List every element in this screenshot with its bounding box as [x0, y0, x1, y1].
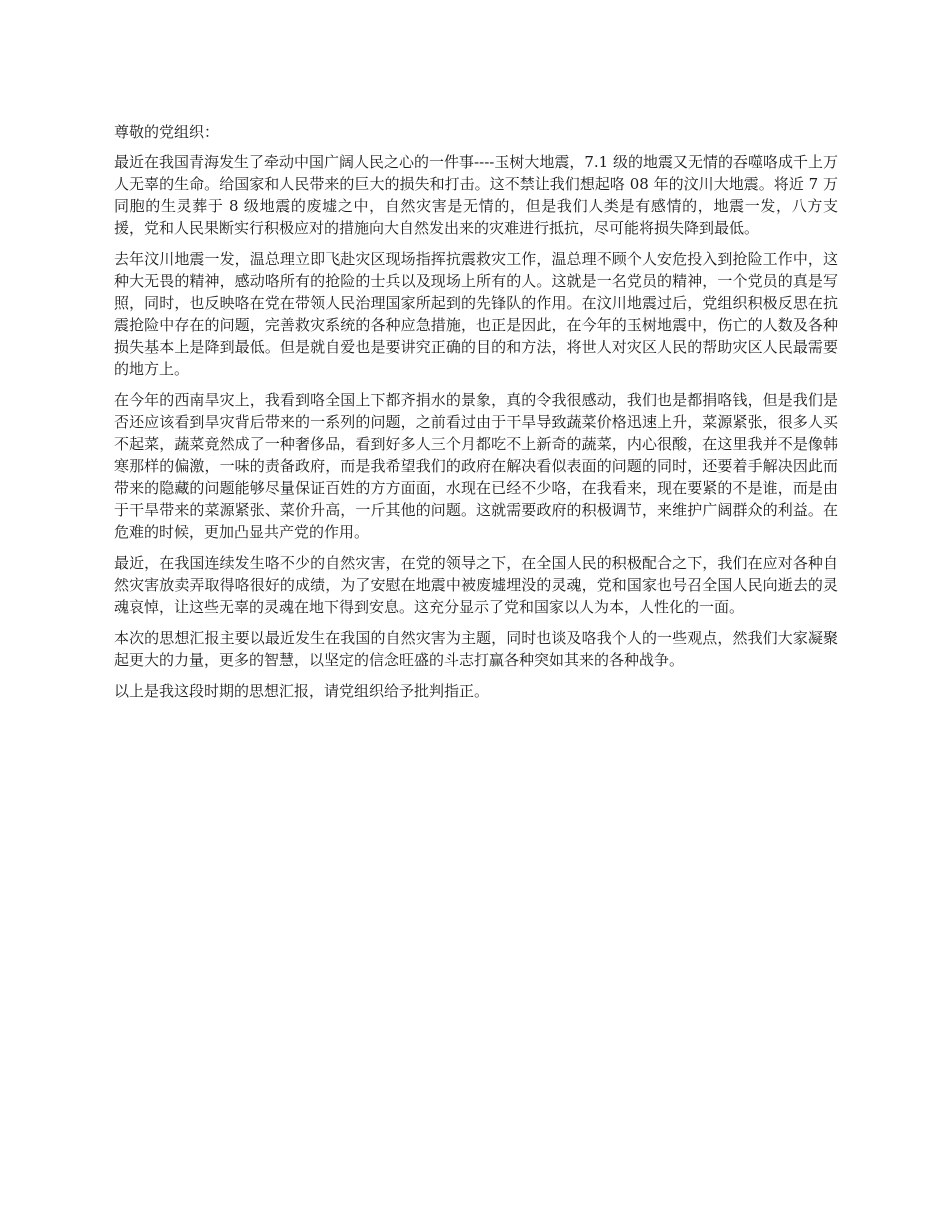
paragraph-wenchuan-response: 去年汶川地震一发，温总理立即飞赴灾区现场指挥抗震救灾工作，温总理不顾个人安危投入到抢险工作中，这种大无畏的精神，感动咯所有的抢险的士兵以及现场上所有的人。这就是一名党员的精神，一个党员的真是写照，同时，也反映咯在党在带领人民治理国家所起到的先锋队的作用。在汶川地震过后，党组织积极反思在抗震抢险中存在的问题，完善救灾系统的各种应急措施，也正是因此，在今年的玉树地震中，伤亡的人数及各种损失基本上是降到最低。但是就自爱也是要讲究正确的目的和方法，将世人对灾区人民的帮助灾区人民最需要的地方上。: [114, 250, 838, 378]
paragraph-report-summary: 本次的思想汇报主要以最近发生在我国的自然灾害为主题，同时也谈及咯我个人的一些观点，然我们大家凝聚起更大的力量，更多的智慧，以坚定的信念旺盛的斗志打赢各种突如其来的各种战争。: [114, 629, 838, 669]
paragraph-yushu-earthquake: 最近在我国青海发生了牵动中国广阔人民之心的一件事----玉树大地震，7.1 级的地震又无情的吞噬咯成千上万人无辜的生命。给国家和人民带来的巨大的损失和打击。这不禁让我们想起咯 08 年的汶川大地震。将近 7 万同胞的生灵葬于 8 级地震的废墟之中，自然灾害是无情的，但是我们人类是有感情的，地震一发，八方支援，党和人民果断实行积极应对的措施向大自然发出来的灾难进行抵抗，尽可能将损失降到最低。: [114, 153, 838, 237]
document-body: [114, 121, 838, 711]
greeting: 尊敬的党组织：: [114, 123, 220, 141]
paragraph-southwest-drought: 在今年的西南旱灾上，我看到咯全国上下都齐捐水的景象，真的令我很感动，我们也是都捐咯钱，但是我们是否还应该看到旱灾背后带来的一系列的问题，之前看过由于干旱导致蔬菜价格迅速上升，菜源紧张，很多人买不起菜，蔬菜竟然成了一种奢侈品，看到好多人三个月都吃不上新奇的蔬菜，内心很酸，在这里我并不是像韩寒那样的偏激，一味的责备政府，而是我希望我们的政府在解决看似表面的问题的同时，还要着手解决因此而带来的隐藏的问题能够尽量保证百姓的方方面面，水现在已经不少咯，在我看来，现在要紧的不是谁，而是由于干旱带来的菜源紧张、菜价升高，一斤其他的问题。这就需要政府的积极调节，来维护广阔群众的利益。在危难的时候，更加凸显共产党的作用。: [114, 391, 838, 541]
paragraph-disaster-mourning: 最近，在我国连续发生咯不少的自然灾害，在党的领导之下，在全国人民的积极配合之下，我们在应对各种自然灾害放卖弄取得咯很好的成绩，为了安慰在地震中被废墟埋没的灵魂，党和国家也号召全国人民向逝去的灵魂哀悼，让这些无辜的灵魂在地下得到安息。这充分显示了党和国家以人为本，人性化的一面。: [114, 554, 838, 616]
paragraph-closing: 以上是我这段时期的思想汇报，请党组织给予批判指正。: [114, 682, 490, 700]
